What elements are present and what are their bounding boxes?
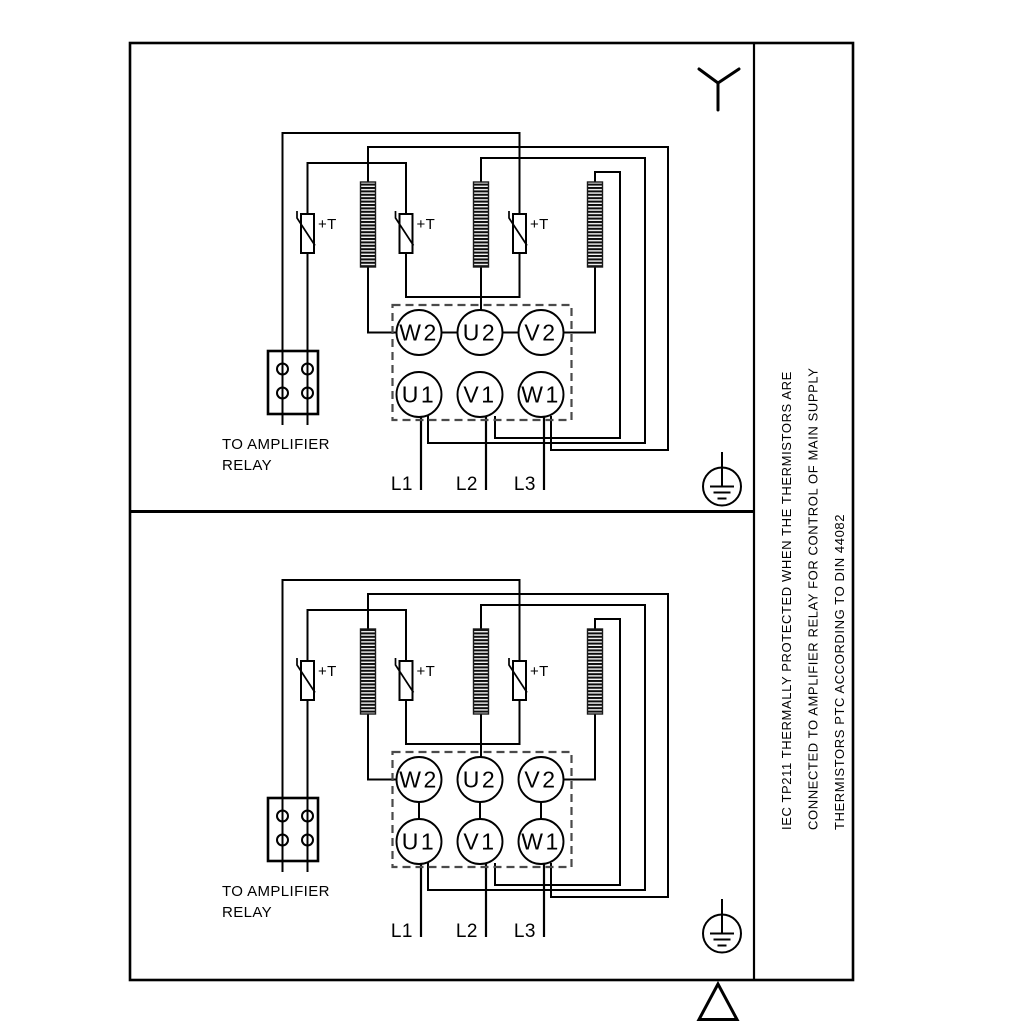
terminal-u1 — [397, 372, 442, 417]
sidebar-note-line: IEC TP211 THERMALLY PROTECTED WHEN THE THERMISTORS ARE — [779, 371, 794, 830]
phase-winding-icon — [588, 629, 603, 714]
amplifier-relay-connector — [268, 798, 318, 861]
terminal-label: V1 — [463, 828, 497, 855]
thermistor-label: +T — [416, 216, 436, 233]
wire — [368, 714, 397, 780]
relay-note-line: TO AMPLIFIER — [222, 436, 330, 453]
sidebar-note-line: THERMISTORS PTC ACCORDING TO DIN 44082 — [832, 513, 847, 830]
relay-note-line: RELAY — [222, 457, 273, 474]
sidebar-note — [779, 367, 847, 830]
phase-winding-icon — [474, 182, 489, 267]
thermistor-label: +T — [318, 663, 337, 680]
thermistor-label: +T — [530, 663, 549, 680]
terminal-w1 — [519, 819, 564, 864]
terminal-label: V1 — [463, 381, 497, 408]
thermistor-icon — [396, 658, 436, 700]
terminal-u1 — [397, 819, 442, 864]
supply-label-l1: L1 — [390, 921, 413, 942]
wire — [564, 714, 596, 780]
terminal-u2 — [458, 310, 503, 355]
thermistor-icon — [509, 658, 549, 700]
terminal-v2 — [519, 310, 564, 355]
terminal-u2 — [458, 757, 503, 802]
wire — [308, 163, 407, 214]
thermistor-icon — [396, 211, 436, 253]
wire — [368, 267, 397, 333]
terminal-label: U2 — [462, 766, 498, 793]
thermistor-icon — [297, 211, 337, 253]
terminal-label: W2 — [399, 766, 439, 793]
terminal-label: U1 — [401, 828, 437, 855]
thermistor-icon — [509, 211, 549, 253]
thermistor-label: +T — [530, 216, 549, 233]
terminal-w2 — [397, 310, 442, 355]
panel-delta — [222, 580, 741, 1020]
thermistor-label: +T — [318, 216, 337, 233]
supply-label-l2: L2 — [455, 474, 478, 495]
earth-ground-icon — [703, 452, 741, 506]
relay-note-line: TO AMPLIFIER — [222, 883, 330, 900]
terminal-w2 — [397, 757, 442, 802]
terminal-label: W1 — [521, 828, 561, 855]
earth-ground-icon — [703, 899, 741, 953]
terminal-w1 — [519, 372, 564, 417]
terminal-v1 — [458, 819, 503, 864]
phase-winding-icon — [361, 182, 376, 267]
phase-winding-icon — [474, 629, 489, 714]
supply-label-l1: L1 — [390, 474, 413, 495]
delta-connection-icon — [699, 984, 737, 1020]
amplifier-relay-connector — [268, 351, 318, 414]
phase-winding-icon — [361, 629, 376, 714]
wire — [564, 267, 596, 333]
terminal-label: V2 — [524, 319, 558, 346]
thermistor-label: +T — [416, 663, 436, 680]
terminal-label: W1 — [521, 381, 561, 408]
terminal-label: U2 — [462, 319, 498, 346]
thermistor-icon — [297, 658, 337, 700]
wire — [308, 610, 407, 661]
supply-label-l3: L3 — [513, 474, 536, 495]
panel-star — [222, 69, 741, 506]
terminal-v2 — [519, 757, 564, 802]
terminal-v1 — [458, 372, 503, 417]
supply-label-l3: L3 — [513, 921, 536, 942]
terminal-label: U1 — [401, 381, 437, 408]
wire — [406, 253, 520, 297]
sidebar-note-line: CONNECTED TO AMPLIFIER RELAY FOR CONTROL OF MAIN SUPPLY — [805, 367, 821, 830]
supply-label-l2: L2 — [455, 921, 478, 942]
star-connection-icon — [699, 69, 739, 110]
terminal-label: W2 — [399, 319, 439, 346]
phase-winding-icon — [588, 182, 603, 267]
relay-note-line: RELAY — [222, 904, 273, 921]
terminal-label: V2 — [524, 766, 558, 793]
wire — [406, 700, 520, 744]
